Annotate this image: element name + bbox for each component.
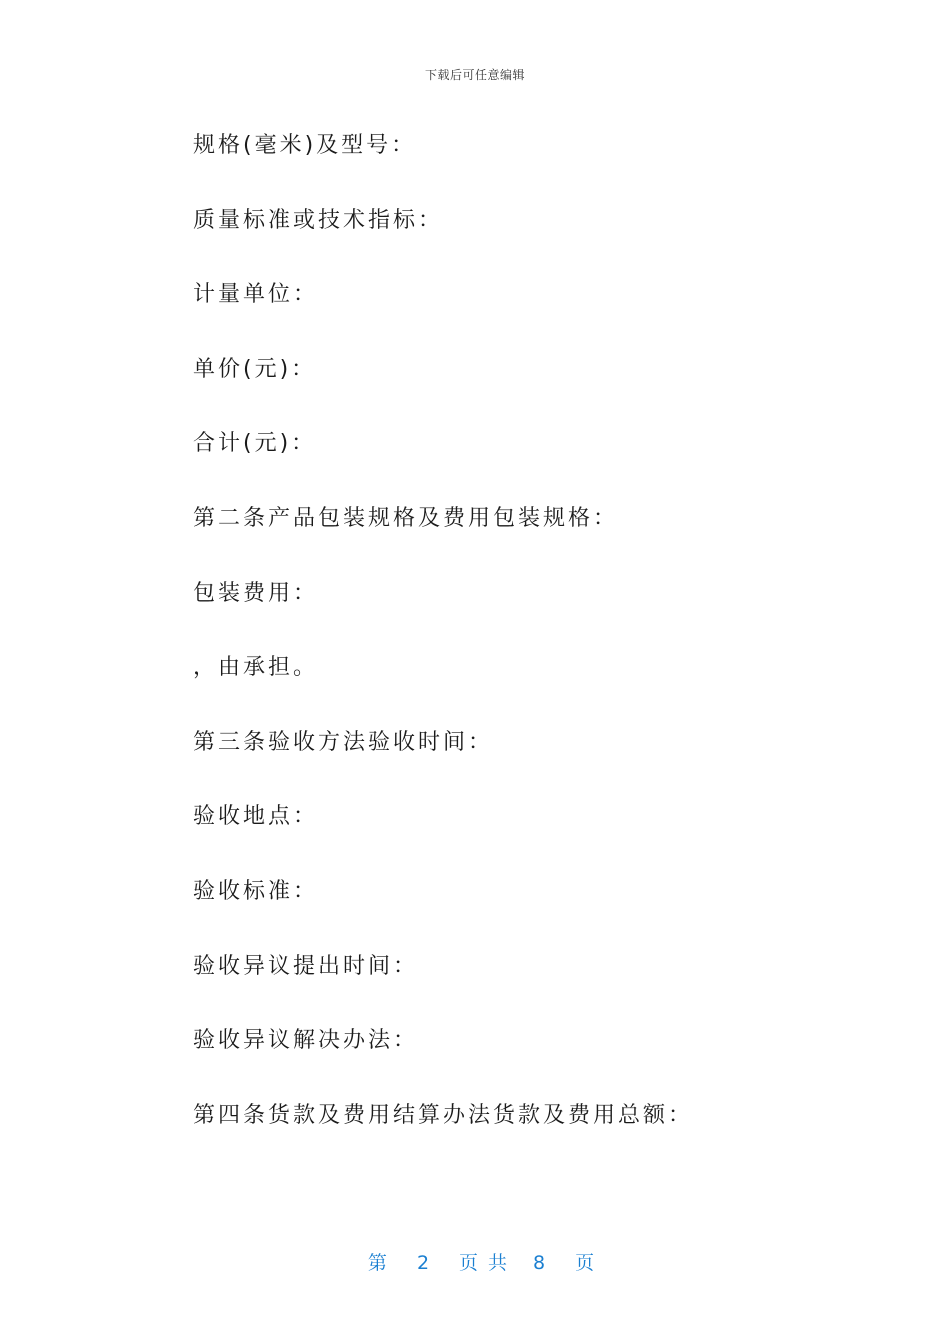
footer-page-prefix: 第 xyxy=(367,1252,387,1274)
line-spec-model: 规格(毫米)及型号： xyxy=(193,133,417,158)
page-header: 下载后可任意编辑 xyxy=(424,68,525,82)
footer-page-middle: 页共 xyxy=(459,1252,518,1274)
line-total: 合计(元)： xyxy=(193,431,317,457)
page-footer xyxy=(0,1226,950,1275)
line-article-4-payment: 第四条货款及费用结算办法货款及费用总额： xyxy=(193,1102,694,1128)
line-objection-time: 验收异议提出时间： xyxy=(193,953,419,979)
line-unit-price: 单价(元)： xyxy=(193,356,317,382)
footer-page-number: 2 xyxy=(416,1252,430,1274)
line-borne-by: ，由承担。 xyxy=(193,655,319,681)
footer-total-pages: 8 xyxy=(533,1252,546,1274)
line-objection-resolution: 验收异议解决办法： xyxy=(193,1028,419,1054)
line-acceptance-location: 验收地点： xyxy=(193,804,319,830)
line-article-3-acceptance: 第三条验收方法验收时间： xyxy=(193,729,494,755)
line-packaging-fee: 包装费用： xyxy=(193,580,319,606)
line-quality-standard: 质量标准或技术指标： xyxy=(193,207,444,233)
line-unit: 计量单位： xyxy=(193,282,319,308)
footer-page-suffix: 页 xyxy=(575,1252,595,1274)
line-article-2-packaging: 第二条产品包装规格及费用包装规格： xyxy=(193,505,619,531)
line-acceptance-standard: 验收标准： xyxy=(193,878,319,904)
document-body xyxy=(193,128,693,1172)
